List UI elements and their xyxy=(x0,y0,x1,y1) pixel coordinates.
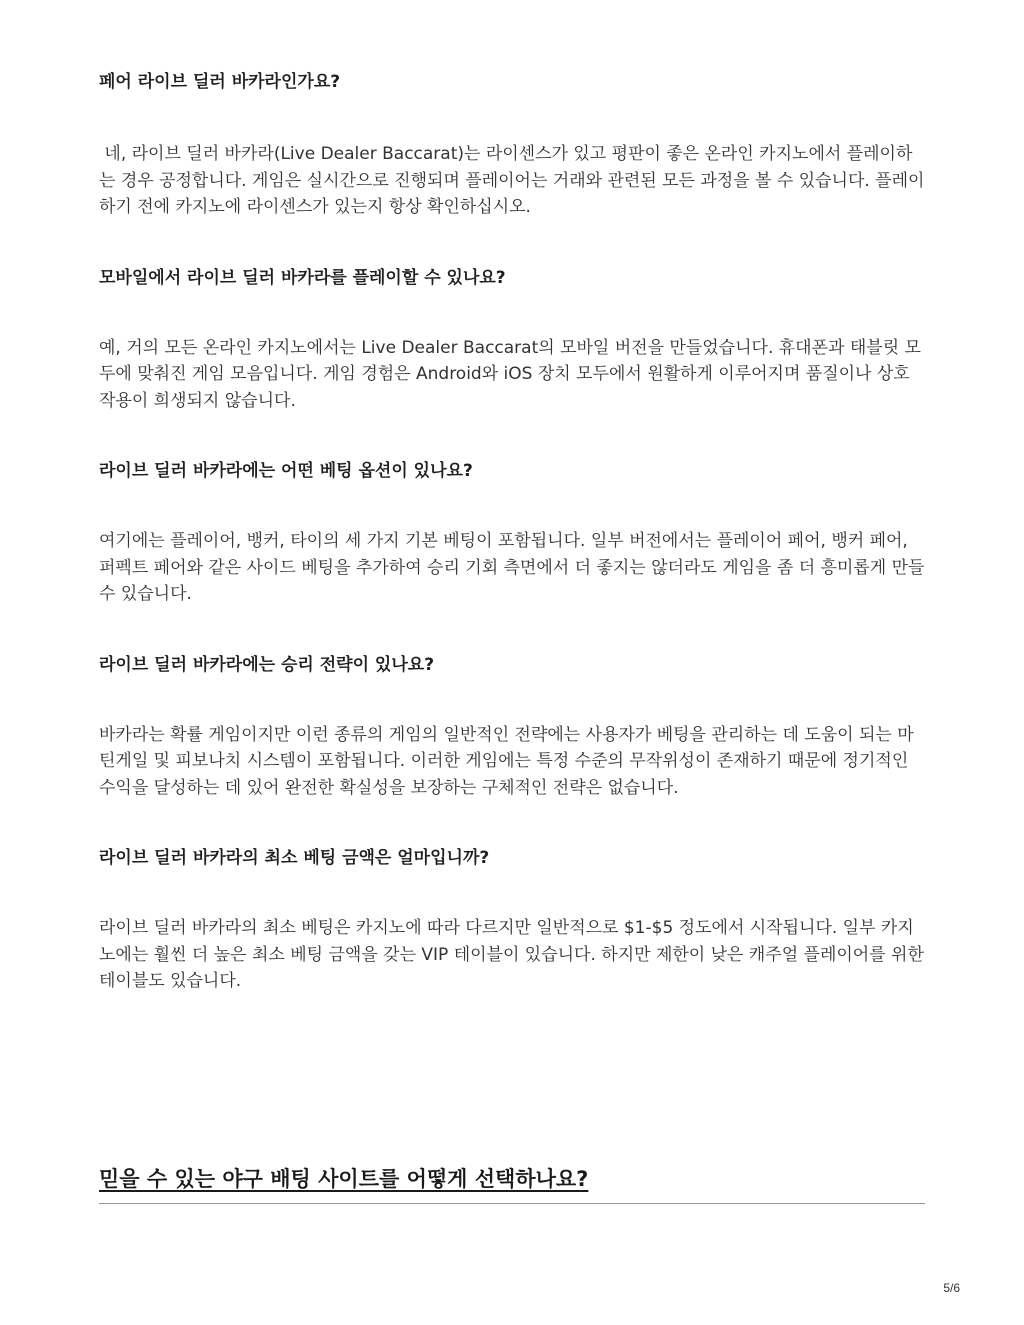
faq-question: 라이브 딜러 바카라의 최소 베팅 금액은 얼마입니까? xyxy=(99,848,490,868)
faq-question: 라이브 딜러 바카라에는 어떤 베팅 옵션이 있나요? xyxy=(99,461,473,481)
faq-answer: 라이브 딜러 바카라의 최소 베팅은 카지노에 따라 다르지만 일반적으로 $1-$5 정도에서 시작됩니다. 일부 카지노에는 훨씬 더 높은 최소 베팅 금액을 갖는 VIP 테이블이 있습니다. 하지만 제한이 낮은 캐주얼 플레이어를 위한 테이블도 있습니다. xyxy=(99,918,924,991)
faq-item xyxy=(99,455,925,608)
section-heading: 믿을 수 있는 야구 배팅 사이트를 어떻게 선택하나요? xyxy=(99,1167,589,1191)
page-number: 5/6 xyxy=(943,1281,960,1295)
faq-answer: 여기에는 플레이어, 뱅커, 타이의 세 가지 기본 베팅이 포함됩니다. 일부 버전에서는 플레이어 페어, 뱅커 페어, 퍼펙트 페어와 같은 사이드 베팅을 추가하여 승리 기회 측면에서 더 좋지는 않더라도 게임을 좀 더 흥미롭게 만들 수 있습니다. xyxy=(99,531,925,604)
faq-question: 라이브 딜러 바카라에는 승리 전략이 있나요? xyxy=(99,654,435,675)
faq-item xyxy=(99,649,925,802)
section-heading-block xyxy=(99,1163,925,1204)
faq-question: 모바일에서 라이브 딜러 바카라를 플레이할 수 있나요? xyxy=(99,267,506,288)
faq-item xyxy=(99,842,925,995)
faq-item xyxy=(99,66,925,221)
faq-item xyxy=(99,262,925,415)
faq-answer: 바카라는 확률 게임이지만 이런 종류의 게임의 일반적인 전략에는 사용자가 베팅을 관리하는 데 도움이 되는 마틴게일 및 피보나치 시스템이 포함됩니다. 이러한 게임에는 특정 수준의 무작위성이 존재하기 때문에 정기적인 수익을 달성하는 데 있어 완전한 확실성을 보장하는 구체적인 전략은 없습니다. xyxy=(99,724,914,798)
faq-answer: 네, 라이브 딜러 바카라(Live Dealer Baccarat)는 라이센스가 있고 평판이 좋은 온라인 카지노에서 플레이하는 경우 공정합니다. 게임은 실시간으로 진행되며 플레이어는 거래와 관련된 모든 과정을 볼 수 있습니다. 플레이하기 전에 카지노에 라이센스가 있는지 항상 확인하십시오. xyxy=(99,144,925,217)
faq-answer: 예, 거의 모든 온라인 카지노에서는 Live Dealer Baccarat의 모바일 버전을 만들었습니다. 휴대폰과 태블릿 모두에 맞춰진 게임 모음입니다. 게임 경험은 Android와 iOS 장치 모두에서 원활하게 이루어지며 품질이나 상호 작용이 희생되지 않습니다. xyxy=(99,337,921,411)
faq-list xyxy=(99,66,925,995)
faq-question: 페어 라이브 딜러 바카라인가요? xyxy=(99,72,341,92)
